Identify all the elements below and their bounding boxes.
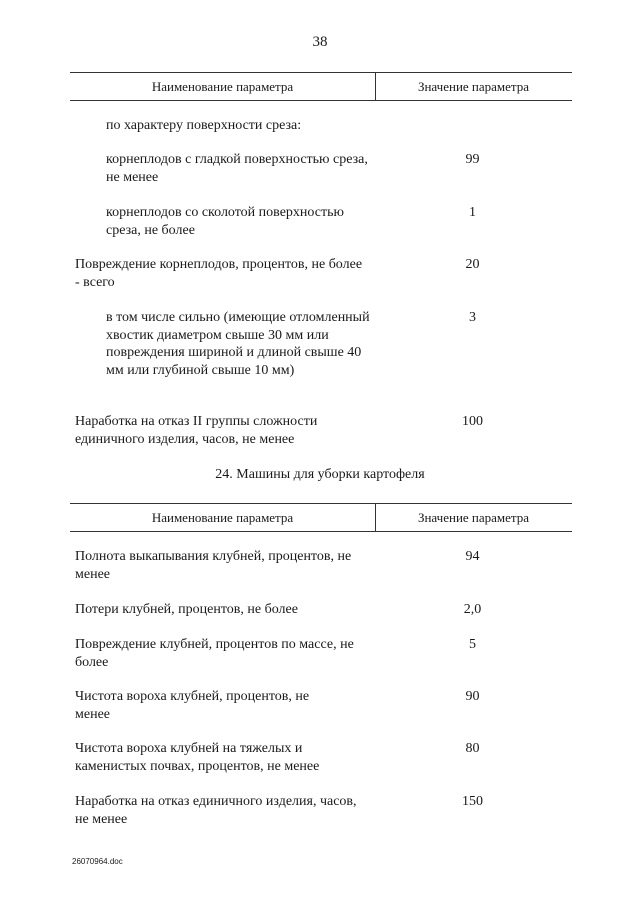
row-value: 20 (465, 257, 480, 272)
row-name: в том числе сильно (имеющие отломленный хвостик диаметром свыше 30 мм или повреждения шириной и длиной свыше 40 мм или глубиной свыше 10 мм) (106, 310, 370, 378)
row-name: Потери клубней, процентов, не более (75, 602, 298, 617)
row-value: 99 (465, 152, 480, 167)
row-value: 100 (462, 414, 483, 429)
column-header-value: Значение параметра (417, 79, 530, 94)
row-name: Наработка на отказ II группы сложности единичного изделия, часов, не менее (75, 414, 318, 447)
row-value: 80 (465, 741, 480, 756)
table-header (70, 503, 572, 532)
row-value: 150 (462, 794, 483, 809)
footer-file-name: 26070964.doc (72, 857, 123, 866)
row-name: корнеплодов с гладкой поверхностью среза, не менее (106, 152, 368, 185)
row-value: 94 (465, 549, 480, 564)
column-header-name: Наименование параметра (70, 504, 376, 531)
column-header-value: Значение параметра (417, 510, 530, 525)
row-name: Чистота вороха клубней, процентов, не менее (75, 689, 310, 722)
row-name: Полнота выкапывания клубней, процентов, не менее (75, 549, 352, 582)
row-value: 5 (469, 637, 476, 652)
row-name: Чистота вороха клубней на тяжелых и каменистых почвах, процентов, не менее (75, 741, 320, 774)
row-value: 90 (465, 689, 480, 704)
row-value: 2,0 (463, 602, 482, 617)
page-number: 38 (312, 34, 328, 50)
row-name: Наработка на отказ единичного изделия, часов, не менее (75, 794, 357, 827)
row-name: Повреждение клубней, процентов по массе, не более (75, 637, 354, 670)
section-title: 24. Машины для уборки картофеля (215, 467, 425, 482)
column-header-name: Наименование параметра (70, 73, 376, 100)
row-value: 1 (469, 205, 476, 220)
row-name: корнеплодов со сколотой поверхностью среза, не более (106, 205, 344, 238)
row-name: по характеру поверхности среза: (106, 118, 302, 133)
row-value: 3 (469, 310, 476, 325)
table-header (70, 72, 572, 101)
row-name: Повреждение корнеплодов, процентов, не более - всего (75, 257, 363, 290)
